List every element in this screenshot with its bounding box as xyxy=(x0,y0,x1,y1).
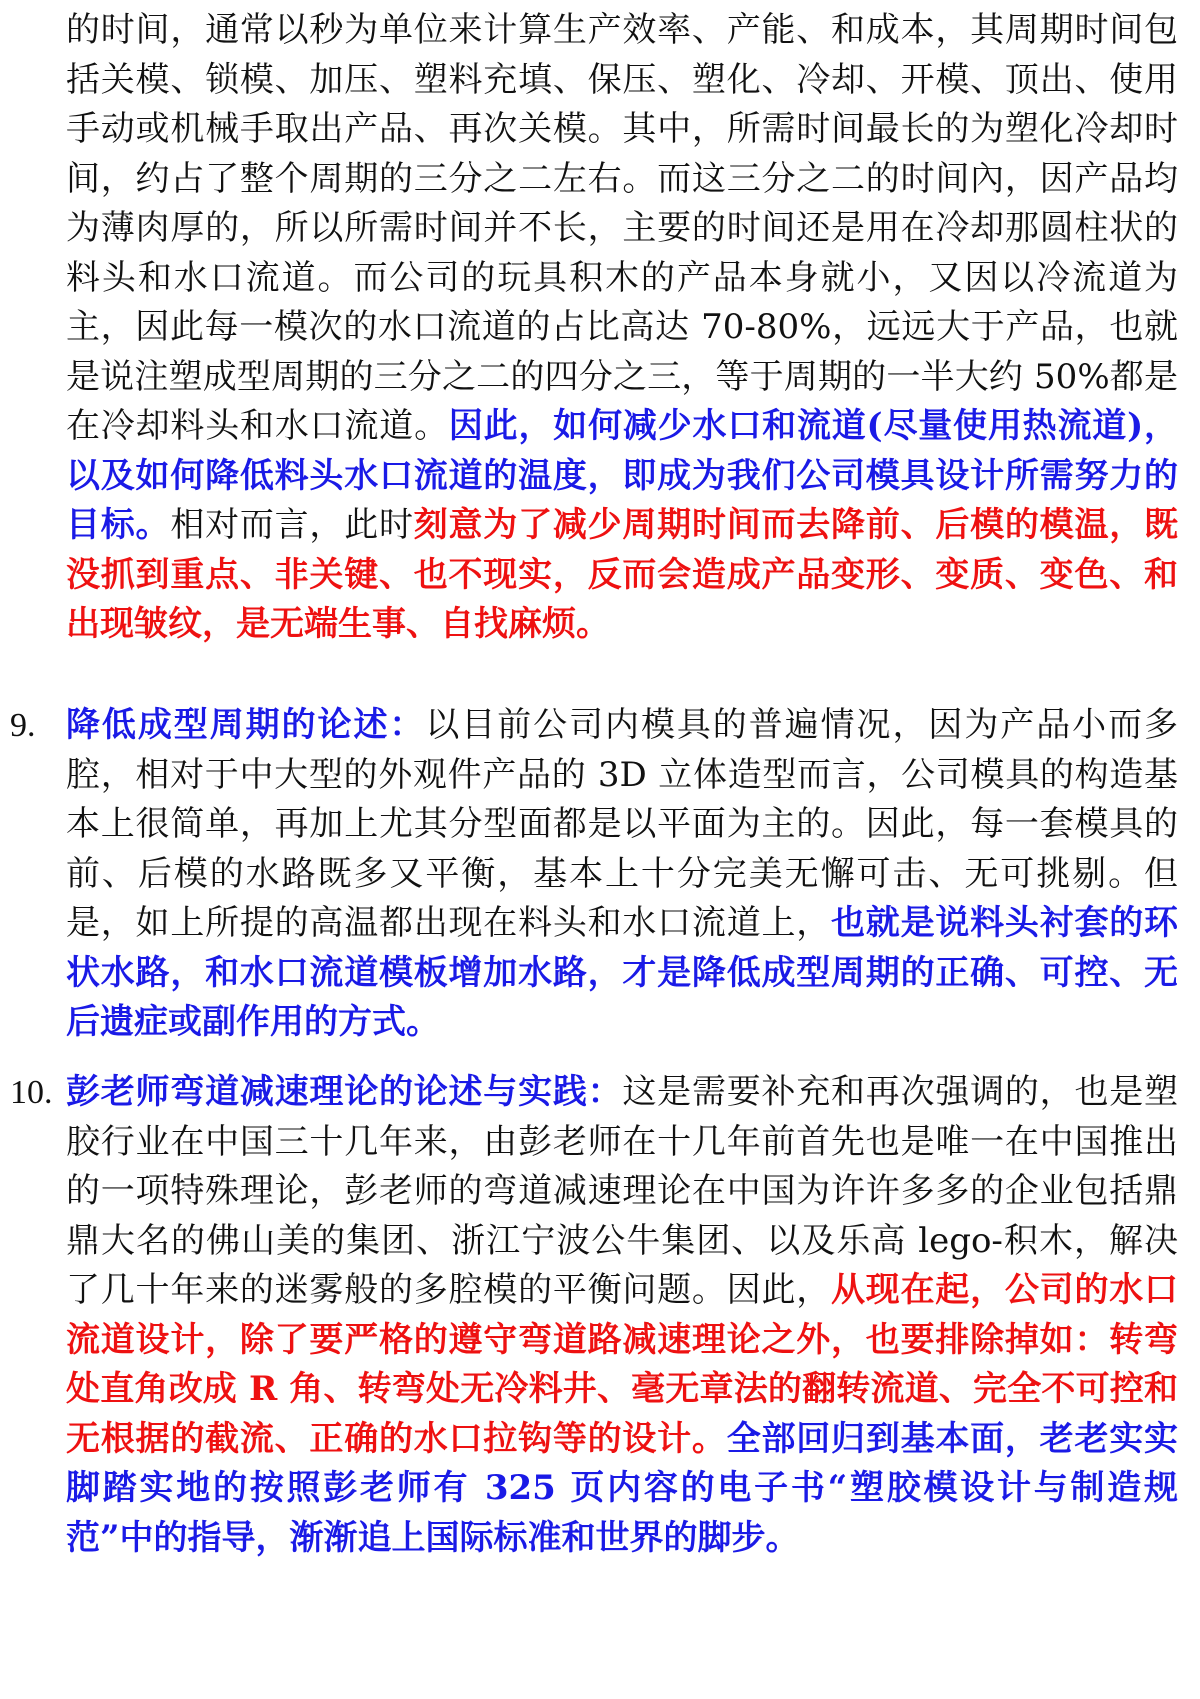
paragraph-text: 相对而言，此时 xyxy=(170,505,414,545)
emphasis-blue-text: 全部回归到基本面，老老实实脚踏实地的按照彭老师有 325 页内容的电子书“塑胶模设计与制造规范”中的指导，渐渐追上国际标准和世界的脚步。 xyxy=(66,1418,1179,1558)
list-item-number: 10. xyxy=(10,1074,53,1111)
list-item-9 xyxy=(10,701,1179,1048)
list-item-number: 9. xyxy=(10,707,36,744)
paragraph-text: 以目前公司内模具的普遍情况，因为产品小而多腔，相对于中大型的外观件产品的 3D 立体造型而言，公司模具的构造基本上很简单，再加上尤其分型面都是以平面为主的。因此，每一套模具的前、后模的水路既多又平衡，基本上十分完美无懈可击、无可挑剔。但是，如上所提的高温都出现在料头和水口流道上， xyxy=(66,705,1179,943)
list-item-heading: 彭老师弯道减速理论的论述与实践： xyxy=(66,1072,623,1112)
emphasis-blue-text: 也就是说料头衬套的环状水路，和水口流道模板增加水路，才是降低成型周期的正确、可控、无后遗症或副作用的方式。 xyxy=(66,903,1178,1042)
list-item-10 xyxy=(10,1068,1179,1563)
emphasis-blue-text: 因此，如何减少水口和流道(尽量使用热流道)，以及如何降低料头水口流道的温度，即成为我们公司模具设计所需努力的目标。 xyxy=(66,406,1178,545)
paragraph-continuation xyxy=(66,6,1178,650)
emphasis-red-text: 从现在起，公司的水口流道设计，除了要严格的遵守弯道路减速理论之外，也要排除掉如：转弯处直角改成 R 角、转弯处无冷料井、毫无章法的翻转流道、完全不可控和无根据的截流、正确的水口拉钩等的设计。 xyxy=(66,1270,1178,1459)
paragraph-text: 这是需要补充和再次强调的，也是塑胶行业在中国三十几年来，由彭老师在十几年前首先也是唯一在中国推出的一项特殊理论，彭老师的弯道减速理论在中国为许许多多的企业包括鼎鼎大名的佛山美的集团、浙江宁波公牛集团、以及乐高 lego-积木，解决了几十年来的迷雾般的多腔模的平衡问题。因此， xyxy=(66,1072,1179,1310)
list-item-heading: 降低成型周期的论述： xyxy=(66,705,426,745)
emphasis-red-text: 刻意为了减少周期时间而去降前、后模的模温，既没抓到重点、非关键、也不现实，反而会造成产品变形、变质、变色、和出现皱纹，是无端生事、自找麻烦。 xyxy=(66,505,1179,644)
paragraph-text: 的时间，通常以秒为单位来计算生产效率、产能、和成本，其周期时间包括关模、锁模、加压、塑料充填、保压、塑化、冷却、开模、顶出、使用手动或机械手取出产品、再次关模。其中，所需时间最长的为塑化冷却时间，约占了整个周期的三分之二左右。而这三分之二的时间內，因产品均为薄肉厚的，所以所需时间并不长，主要的时间还是用在冷却那圆柱状的料头和水口流道。而公司的玩具积木的产品本身就小，又因以冷流道为主，因此每一模次的水口流道的占比高达 70-80%，远远大于产品，也就是说注塑成型周期的三分之二的四分之三，等于周期的一半大约 50%都是在冷却料头和水口流道。 xyxy=(66,10,1178,446)
